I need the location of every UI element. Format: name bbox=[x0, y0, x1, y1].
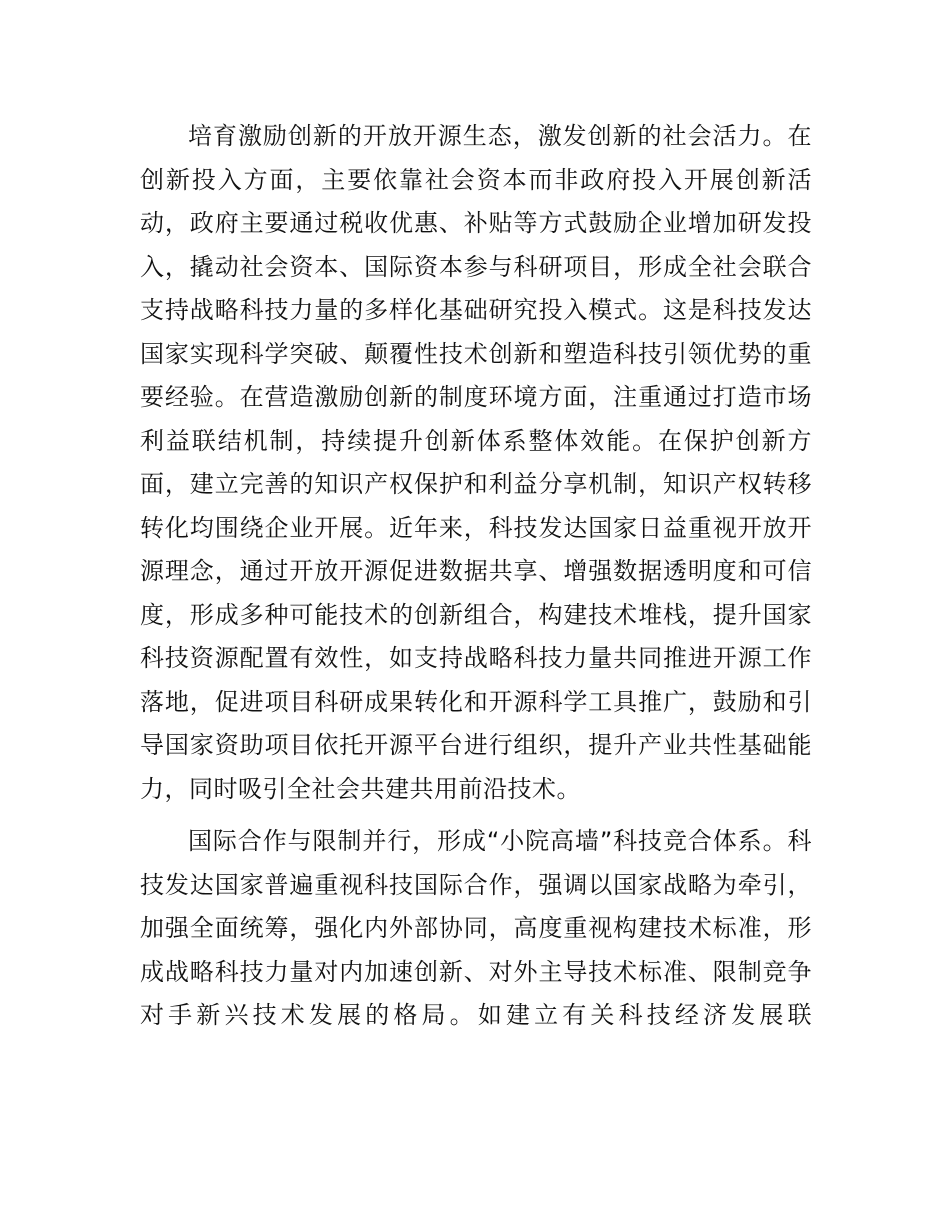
paragraph-international-cooperation: 国际合作与限制并行，形成“小院高墙”科技竞合体系。科技发达国家普遍重视科技国际合作，强调以国家战略为牵引，加强全面统筹，强化内外部协同，高度重视构建技术标准，形成战略科技力量对内加速创新、对外主导技术标准、限制竞争对手新兴技术发展的格局。如建立有关科技经济发展联 bbox=[140, 827, 812, 1029]
paragraph-open-source-ecosystem: 培育激励创新的开放开源生态，激发创新的社会活力。在创新投入方面，主要依靠社会资本而非政府投入开展创新活动，政府主要通过税收优惠、补贴等方式鼓励企业增加研发投入，撬动社会资本、国际资本参与科研项目，形成全社会联合支持战略科技力量的多样化基础研究投入模式。这是科技发达国家实现科学突破、颠覆性技术创新和塑造科技引领优势的重要经验。在营造激励创新的制度环境方面，注重通过打造市场利益联结机制，持续提升创新体系整体效能。在保护创新方面，建立完善的知识产权保护和利益分享机制，知识产权转移转化均围绕企业开展。近年来，科技发达国家日益重视开放开源理念，通过开放开源促进数据共享、增强数据透明度和可信度，形成多种可能技术的创新组合，构建技术堆栈，提升国家科技资源配置有效性，如支持战略科技力量共同推进开源工作落地，促进项目科研成果转化和开源科学工具推广，鼓励和引导国家资助项目依托开源平台进行组织，提升产业共性基础能力，同时吸引全社会共建共用前沿技术。 bbox=[140, 122, 812, 803]
document-body bbox=[140, 115, 812, 1047]
